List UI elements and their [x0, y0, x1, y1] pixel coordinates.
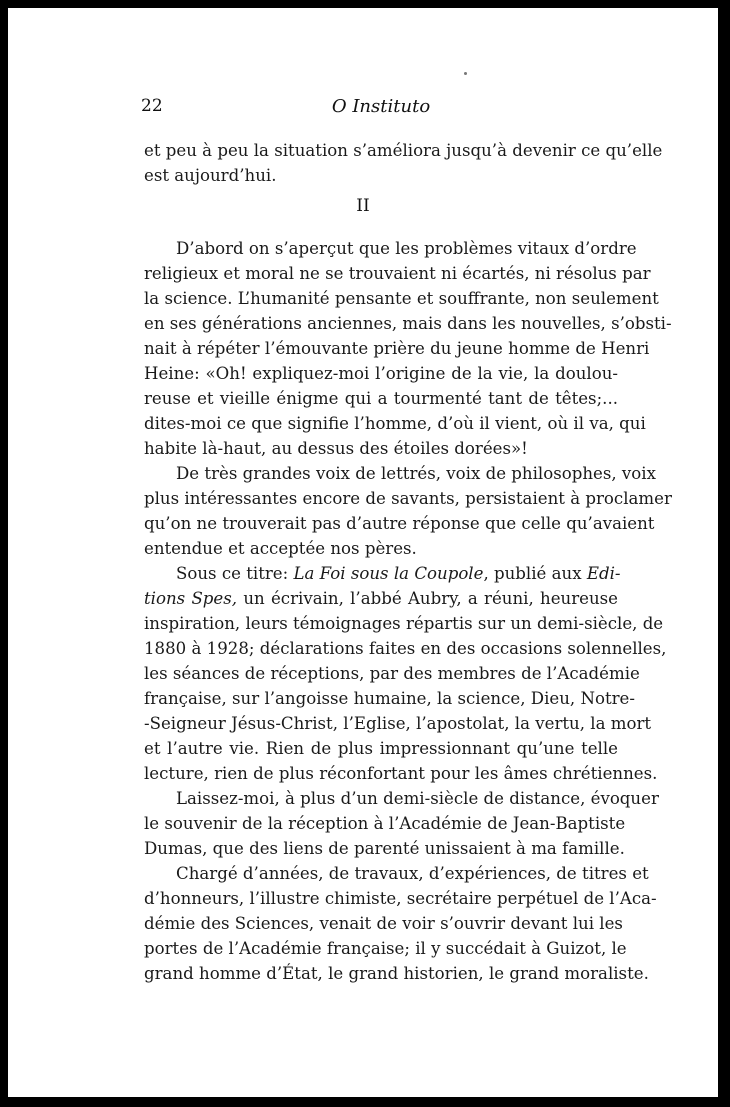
text-line: Heine: «Oh! expliquez-moi l’origine de la vie, la doulou-	[144, 364, 618, 383]
running-title: O Instituto	[331, 96, 431, 117]
text-line: plus intéressantes encore de savants, persistaient à proclamer	[144, 489, 672, 508]
text-line: Sous ce titre: La Foi sous la Coupole, publié aux Edi-	[176, 564, 621, 583]
text-line: et l’autre vie. Rien de plus impressionnant qu’une telle	[144, 739, 618, 758]
intro-paragraph	[144, 138, 663, 188]
text-line: grand homme d’État, le grand historien, le grand moraliste.	[144, 964, 649, 983]
text-line: d’honneurs, l’illustre chimiste, secrétaire perpétuel de l’Aca-	[144, 889, 657, 908]
text-line: est aujourd’hui.	[144, 166, 277, 185]
text-line: dites-moi ce que signifie l’homme, d’où il vient, où il va, qui	[144, 414, 646, 433]
text-line: la science. L’humanité pensante et souffrante, non seulement	[144, 289, 659, 308]
text-line: Dumas, que des liens de parenté unissaient à ma famille.	[144, 839, 625, 858]
text-line: -Seigneur Jésus-Christ, l’Eglise, l’apostolat, la vertu, la mort	[144, 714, 652, 733]
text-line: les séances de réceptions, par des membres de l’Académie	[144, 664, 640, 683]
text-line: religieux et moral ne se trouvaient ni écartés, ni résolus par	[144, 264, 651, 283]
text-line: habite là-haut, au dessus des étoiles dorées»!	[144, 439, 528, 458]
text-line: lecture, rien de plus réconfortant pour les âmes chrétiennes.	[144, 764, 658, 783]
text-line: portes de l’Académie française; il y succédait à Guizot, le	[144, 939, 627, 958]
text-line: le souvenir de la réception à l’Académie de Jean-Baptiste	[144, 814, 626, 833]
section-heading: II	[356, 196, 370, 216]
text-line: en ses générations anciennes, mais dans les nouvelles, s’obsti-	[144, 314, 672, 333]
page-header	[141, 96, 621, 126]
text-line: inspiration, leurs témoignages répartis sur un demi-siècle, de	[144, 614, 664, 633]
text-line: De très grandes voix de lettrés, voix de philosophes, voix	[176, 464, 656, 483]
text-line: qu’on ne trouverait pas d’autre réponse que celle qu’avaient	[144, 514, 655, 533]
page-number: 22	[141, 96, 163, 116]
paragraph-1	[144, 236, 672, 986]
print-speck	[464, 72, 467, 75]
text-line: Chargé d’années, de travaux, d’expériences, de titres et	[176, 864, 649, 883]
book-page	[8, 8, 718, 1097]
text-line: Laissez-moi, à plus d’un demi-siècle de distance, évoquer	[176, 789, 659, 808]
text-line: entendue et acceptée nos pères.	[144, 539, 417, 558]
text-line: française, sur l’angoisse humaine, la science, Dieu, Notre-	[144, 689, 635, 708]
text-line: reuse et vieille énigme qui a tourmenté tant de têtes;...	[144, 389, 618, 408]
text-line: D’abord on s’aperçut que les problèmes vitaux d’ordre	[176, 239, 637, 258]
text-line: et peu à peu la situation s’améliora jusqu’à devenir ce qu’elle	[144, 141, 663, 160]
text-line: démie des Sciences, venait de voir s’ouvrir devant lui les	[144, 914, 623, 933]
text-line: nait à répéter l’émouvante prière du jeune homme de Henri	[144, 339, 650, 358]
text-line: 1880 à 1928; déclarations faites en des occasions solennelles,	[144, 639, 667, 658]
text-line: tions Spes, un écrivain, l’abbé Aubry, a réuni, heureuse	[144, 589, 618, 608]
